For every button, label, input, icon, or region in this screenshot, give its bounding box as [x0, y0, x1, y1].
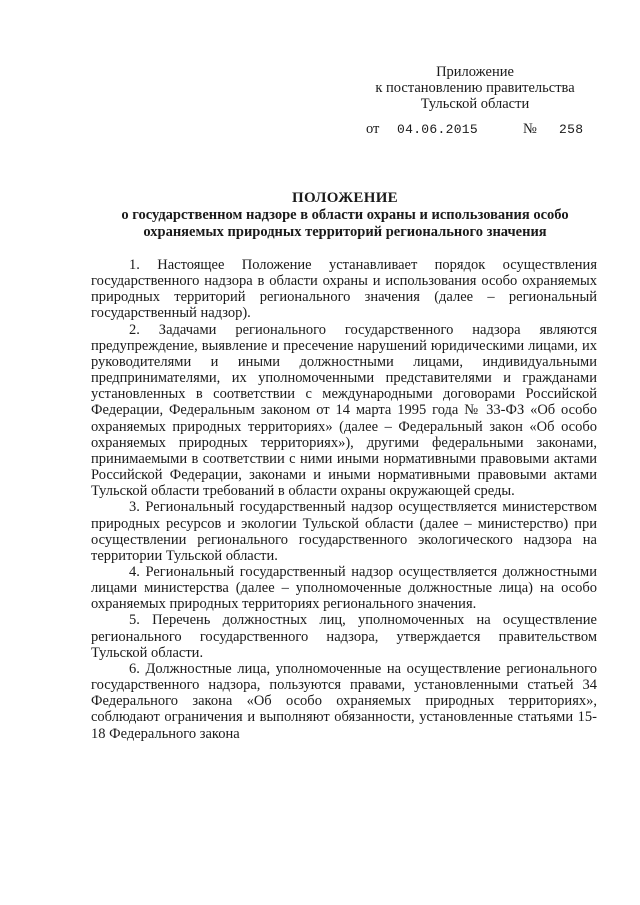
document-title	[90, 190, 600, 241]
date-label: от	[366, 121, 380, 137]
approval-line-3: Тульской области	[420, 96, 530, 112]
paragraph-1: 1. Настоящее Положение устанавливает порядок осуществления государственного надзора в области охраны и использования особо охраняемых природных территорий регионального значения (далее – региональный государственный надзор).	[91, 257, 597, 322]
number-label: №	[523, 121, 537, 137]
approval-stamp	[360, 64, 590, 112]
number-value: 258	[559, 122, 584, 137]
paragraph-4: 4. Региональный государственный надзор осуществляется должностными лицами министерства (далее – уполномоченные должностные лица) на особо охраняемых природных территориях регионального значения.	[91, 563, 597, 613]
paragraph-6: 6. Должностные лица, уполномоченные на осуществление регионального государственного надзора, пользуются правами, установленными статьей 34 Федерального закона «Об особо охраняемых природных территориях», соблюдают ограничения и выполняют обязанности, установленные статьями 15-18 Федерального закона	[91, 660, 597, 742]
paragraph-3: 3. Региональный государственный надзор осуществляется министерством природных ресурсов и экологии Тульской области (далее – министерство) при осуществлении регионального государственного экологического надзора на территории Тульской области.	[91, 499, 597, 564]
paragraph-2: 2. Задачами регионального государственного надзора являются предупреждение, выявление и пресечение нарушений юридическими лицами, их руководителями и иными должностными лицами, индивидуальными предпринимателями, их уполномоченными представителями и гражданами установленных в соответствии с международными договорами Российской Федерации, Федеральным законом от 14 марта 1995 года № 33-ФЗ «Об особо охраняемых природных территориях» (далее – Федеральный закон «Об особо охраняемых природных территориях»), другими федеральными законами, принимаемыми в соответствии с ними иными нормативными правовыми актами Российской Федерации, законами и иными нормативными правовыми актами Тульской области требований в области охраны окружающей среды.	[91, 321, 597, 500]
title-heading: ПОЛОЖЕНИЕ	[292, 190, 398, 206]
title-line-2: о государственном надзоре в области охраны и использования особо	[121, 207, 569, 223]
document-body	[91, 257, 597, 742]
paragraph-5: 5. Перечень должностных лиц, уполномоченных на осуществление регионального государственного надзора, утверждается правительством Тульской области.	[91, 612, 597, 661]
approval-line-2: к постановлению правительства	[375, 80, 575, 96]
approval-line-1: Приложение	[436, 64, 514, 80]
date-value: 04.06.2015	[397, 122, 479, 137]
title-line-3: охраняемых природных территорий регионального значения	[143, 224, 547, 240]
